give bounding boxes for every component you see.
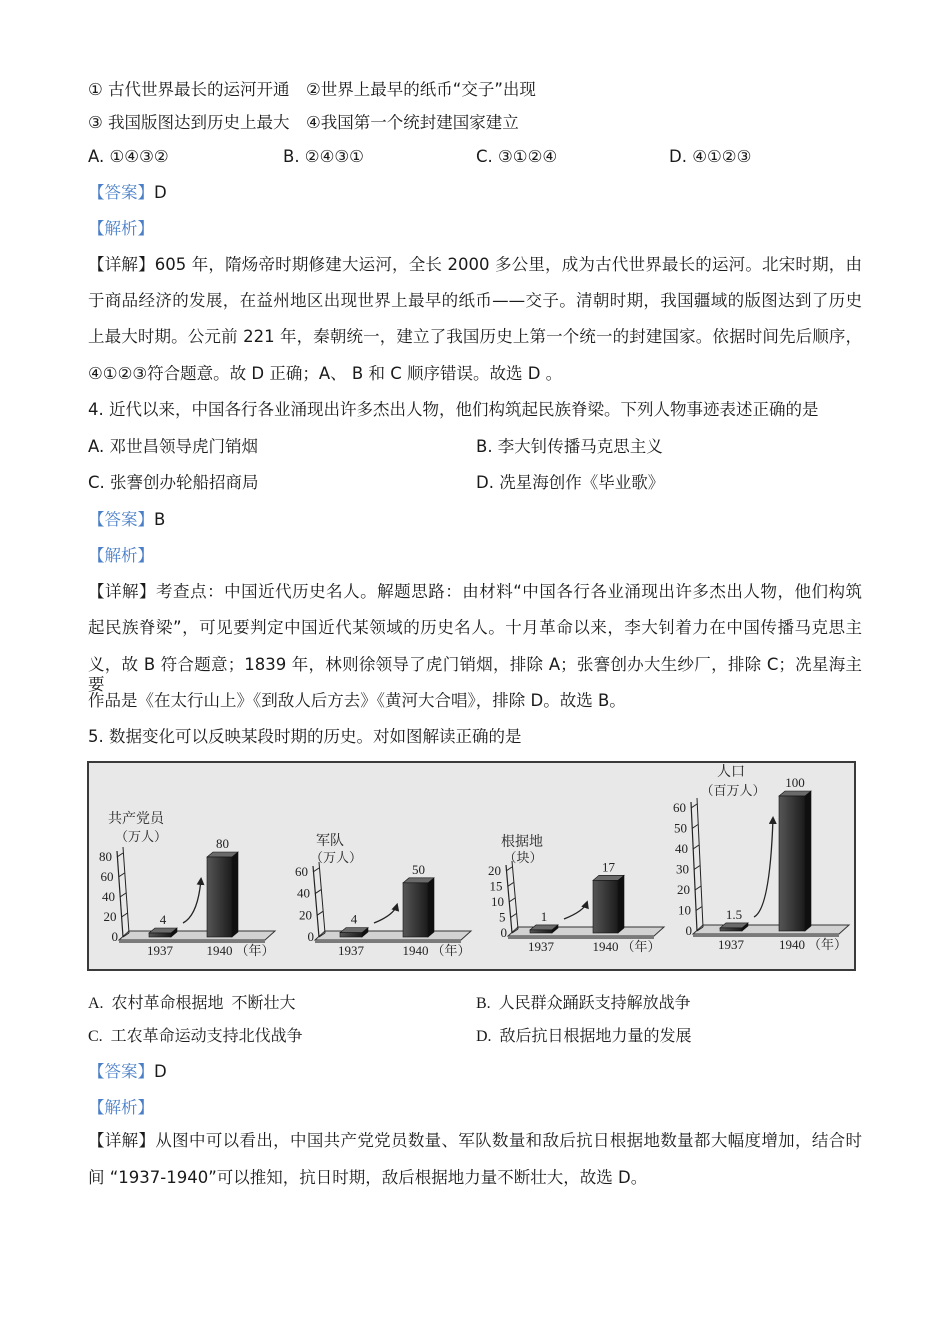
bar-side-face [232, 852, 238, 937]
bar-value-label: 4 [350, 911, 358, 927]
x-axis-unit: （年） [621, 939, 661, 954]
q5-option-d: D. 敌后抗日根据地力量的发展 [476, 1028, 692, 1045]
chart-floor [315, 931, 471, 940]
y-tick-label: 20 [103, 909, 117, 924]
q3-option-d: D. ④①②③ [669, 147, 752, 166]
y-tick-label: 10 [678, 902, 691, 918]
q5-detail-line [88, 1131, 862, 1151]
bar-side-face [805, 791, 811, 931]
x-axis-unit: （年） [235, 943, 275, 958]
detail-text: 从图中可以看出，中国共产党党员数量、军队数量和敌后抗日根据地数量都大幅度增加，结合时 [155, 1131, 863, 1150]
bar-1940 [403, 883, 428, 937]
q3-option-c: C. ③①②④ [476, 147, 558, 166]
chart-unit-label: （块） [503, 850, 543, 865]
chart-floor [119, 931, 275, 940]
bar-value-label: 4 [159, 912, 167, 927]
bar-1937 [530, 930, 552, 933]
x-axis-unit: （年） [431, 943, 471, 958]
q3-option-b: B. ②④③① [283, 147, 364, 166]
y-tick-label: 5 [499, 909, 506, 925]
q4-question: 4. 近代以来，中国各行各业涌现出许多杰出人物，他们构筑起民族脊梁。下列人物事迹表述正确的是 [88, 400, 819, 419]
detail-label: 【详解】 [88, 582, 157, 601]
bar-side-face [618, 875, 624, 933]
detail-label: 【详解】 [88, 255, 155, 274]
bar-value-label: 1 [540, 908, 548, 924]
bar-value-label: 80 [216, 836, 229, 851]
q3-detail-line: ④①②③符合题意。故 D 正确；A、 B 和 C 顺序错误。故选 D 。 [88, 364, 563, 383]
bar-top-face [403, 878, 434, 883]
q5-option-c: C. 工农革命运动支持北伐战争 [88, 1028, 303, 1045]
q5-option-b: B. 人民群众踊跃支持解放战争 [476, 995, 691, 1012]
y-tick-label: 60 [295, 864, 308, 879]
bar-side-face [428, 878, 434, 937]
q4-option-a: A. 邓世昌领导虎门销烟 [88, 437, 258, 456]
answer-value: D [154, 183, 167, 202]
x-tick-label: 1940 [592, 939, 619, 954]
q4-option-c: C. 张謇创办轮船招商局 [88, 473, 259, 492]
y-tick-label: 30 [676, 861, 689, 877]
y-tick-label: 0 [111, 929, 118, 944]
y-tick-label: 60 [100, 869, 114, 884]
answer-value: D [154, 1062, 167, 1081]
detail-label: 【详解】 [88, 1131, 156, 1150]
q3-item-3: ③ 我国版图达到历史上最大 [88, 113, 290, 132]
q4-option-d: D. 冼星海创作《毕业歌》 [476, 473, 665, 492]
q3-detail-line [88, 255, 862, 275]
q4-detail-line: 义，故 B 符合题意；1839 年，林则徐领导了虎门销烟，排除 A；张謇创办大生纱厂，排除 C；冼星海主要 [88, 655, 862, 694]
y-tick-label: 10 [491, 894, 504, 909]
q5-analysis-label: 【解析】 [88, 1098, 154, 1117]
bar-1940 [593, 880, 618, 933]
y-tick-label: 15 [489, 878, 503, 894]
chart-unit-label: （万人） [309, 850, 363, 865]
q5-answer [88, 1062, 167, 1082]
y-tick-label: 20 [488, 863, 501, 878]
bar-1937 [720, 928, 742, 931]
bar-value-label: 1.5 [725, 906, 743, 922]
x-tick-label: 1937 [147, 943, 173, 958]
chart-title: 共产党员 [108, 812, 164, 827]
chart-title: 军队 [316, 834, 344, 849]
bar-top-face [779, 791, 811, 796]
y-tick-label: 50 [674, 820, 687, 836]
y-tick-label: 60 [673, 800, 686, 815]
bar-1937 [149, 933, 171, 937]
y-tick-label: 0 [685, 923, 692, 938]
q4-answer [88, 510, 165, 530]
detail-text: 考查点：中国近代历史名人。解题思路：由材料“中国各行各业涌现出许多杰出人物，他们构筑 [156, 582, 862, 601]
q4-detail-line: 起民族脊梁”，可见要判定中国近代某领域的历史名人。十月革命以来，李大钊着力在中国传播马克思主 [88, 618, 862, 637]
bar-charts-svg [87, 761, 856, 971]
y-tick-label: 0 [500, 925, 507, 940]
q3-detail-line: 于商品经济的发展，在益州地区出现世界上最早的纸币——交子。清朝时期，我国疆域的版图达到了历史 [88, 291, 862, 310]
y-tick-label: 20 [299, 907, 312, 923]
y-tick-label: 80 [99, 849, 112, 864]
y-tick-label: 40 [102, 889, 115, 904]
q3-detail-line: 上最大时期。公元前 221 年，秦朝统一，建立了我国历史上第一个统一的封建国家。依据时间先后顺序， [88, 327, 862, 346]
x-tick-label: 1940 [206, 943, 233, 958]
q5-option-a: A. 农村革命根据地 不断壮大 [88, 995, 296, 1012]
chart-title: 根据地 [501, 835, 543, 850]
q3-item-1: ① 古代世界最长的运河开通 [88, 80, 290, 99]
answer-label: 【答案】 [88, 183, 154, 202]
statistics-figure [87, 761, 856, 971]
chart-floor [693, 925, 849, 934]
bar-value-label: 17 [602, 859, 615, 875]
answer-label: 【答案】 [88, 1062, 154, 1081]
bar-1937 [340, 933, 362, 937]
q4-detail-line: 作品是《在太行山上》《到敌人后方去》《黄河大合唱》，排除 D。故选 B。 [88, 691, 626, 710]
y-tick-label: 0 [307, 929, 314, 944]
x-tick-label: 1937 [718, 937, 744, 952]
q5-detail-line: 间 “1937-1940”可以推知，抗日时期，敌后根据地力量不断壮大，故选 D。 [88, 1168, 648, 1187]
x-tick-label: 1940 [402, 943, 429, 958]
answer-value: B [154, 510, 166, 529]
q3-item-4: ④我国第一个统封建国家建立 [306, 113, 519, 132]
q4-detail-line [88, 582, 862, 602]
q5-question: 5. 数据变化可以反映某段时期的历史。对如图解读正确的是 [88, 727, 522, 746]
x-tick-label: 1940 [779, 937, 805, 952]
q3-answer [88, 183, 167, 203]
q3-item-2: ②世界上最早的纸币“交子”出现 [306, 80, 536, 99]
bar-1940 [207, 857, 232, 937]
y-tick-label: 20 [677, 882, 690, 897]
bar-top-face [207, 852, 238, 857]
x-axis-unit: （年） [808, 937, 848, 952]
q4-option-b: B. 李大钊传播马克思主义 [476, 437, 663, 456]
x-tick-label: 1937 [528, 939, 554, 954]
chart-unit-label: （百万人） [700, 783, 766, 798]
bar-value-label: 100 [785, 775, 805, 790]
y-tick-label: 40 [297, 885, 310, 901]
chart-title: 人口 [717, 765, 745, 780]
q3-analysis-label: 【解析】 [88, 219, 154, 238]
bar-1940 [779, 796, 805, 931]
bar-top-face [593, 875, 624, 880]
x-tick-label: 1937 [338, 943, 364, 958]
y-tick-label: 40 [675, 841, 688, 856]
q3-option-a: A. ①④③② [88, 147, 169, 166]
q4-analysis-label: 【解析】 [88, 546, 154, 565]
detail-text: 605 年，隋炀帝时期修建大运河，全长 2000 多公里，成为古代世界最长的运河。北宋时期，由 [154, 255, 862, 274]
chart-unit-label: （万人） [114, 829, 168, 844]
bar-value-label: 50 [412, 861, 425, 877]
answer-label: 【答案】 [88, 510, 154, 529]
